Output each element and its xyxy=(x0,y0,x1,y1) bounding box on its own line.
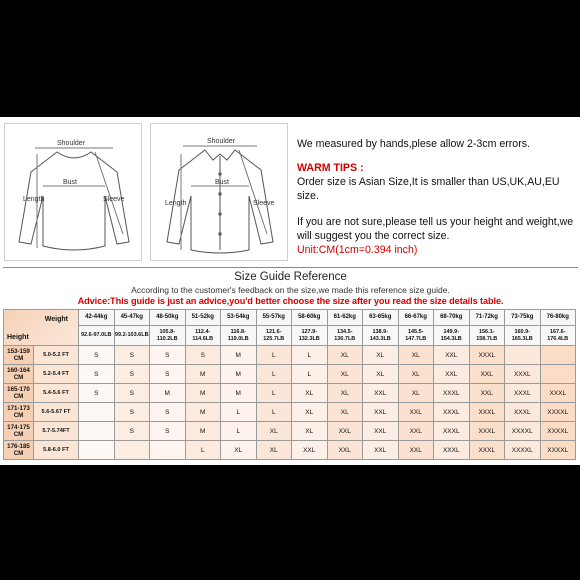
size-cell: XXL xyxy=(327,422,363,441)
weight-lb-cell: 134.5-136.7LB xyxy=(327,326,363,346)
size-cell: L xyxy=(185,441,221,460)
height-ft-cell: 5.2-5.4 FT xyxy=(34,365,79,384)
size-cell: M xyxy=(150,384,186,403)
height-cm-cell: 153-159 CM xyxy=(4,346,34,365)
size-cell: S xyxy=(114,403,150,422)
weight-kg-cell: 73-75kg xyxy=(505,310,541,326)
size-cell: S xyxy=(79,346,115,365)
size-cell: XXL xyxy=(327,441,363,460)
size-cell: XXXXL xyxy=(540,422,576,441)
warm-tips-heading: WARM TIPS : xyxy=(297,162,364,174)
size-notes xyxy=(297,137,577,257)
size-cell: S xyxy=(150,403,186,422)
weight-kg-cell: 58-60kg xyxy=(292,310,328,326)
size-cell: S xyxy=(185,346,221,365)
size-cell: XL xyxy=(363,365,399,384)
unit-note: Unit:CM(1cm=0.394 inch) xyxy=(297,244,418,256)
size-cell: M xyxy=(185,422,221,441)
guide-advice: Advice:This guide is just an advice,you'd better choose the size after you read the size details table. xyxy=(77,296,504,306)
size-cell: M xyxy=(221,365,257,384)
table-row xyxy=(4,441,576,460)
bust-label: Bust xyxy=(63,179,78,186)
size-cell: S xyxy=(114,346,150,365)
weight-lb-cell: 149.9-154.3LB xyxy=(434,326,470,346)
height-ft-cell: 5.8-6.0 FT xyxy=(34,441,79,460)
weight-lb-cell: 121.6-125.7LB xyxy=(256,326,292,346)
weight-kg-cell: 48-50kg xyxy=(150,310,186,326)
measure-note: We measured by hands,plese allow 2-3cm errors. xyxy=(297,138,530,150)
table-row xyxy=(4,422,576,441)
size-cell: XXL xyxy=(434,365,470,384)
weight-lb-cell: 99.2-103.6LB xyxy=(114,326,150,346)
size-cell: S xyxy=(79,365,115,384)
table-row xyxy=(4,403,576,422)
weight-lb-cell: 160.9-165.3LB xyxy=(505,326,541,346)
weight-kg-cell: 61-62kg xyxy=(327,310,363,326)
size-cell xyxy=(505,346,541,365)
size-cell: L xyxy=(292,346,328,365)
weight-kg-cell: 66-67kg xyxy=(398,310,434,326)
size-cell: XXL xyxy=(363,403,399,422)
asian-size-note: Order size is Asian Size,It is smaller than US,UK,AU,EU size. xyxy=(297,176,560,202)
size-cell: S xyxy=(150,346,186,365)
weight-kg-cell: 63-65kg xyxy=(363,310,399,326)
height-cm-cell: 160-164 CM xyxy=(4,365,34,384)
size-cell: XL xyxy=(292,403,328,422)
corner-weight-label: Weight xyxy=(44,316,68,323)
length-label: Length xyxy=(165,200,187,207)
size-cell: XXXL xyxy=(469,403,505,422)
size-cell: S xyxy=(114,422,150,441)
size-cell: XXL xyxy=(363,422,399,441)
size-cell: XXXXL xyxy=(540,403,576,422)
weight-kg-cell: 42-44kg xyxy=(79,310,115,326)
size-cell: M xyxy=(221,384,257,403)
size-cell: XL xyxy=(363,346,399,365)
size-cell xyxy=(79,422,115,441)
size-cell: XXL xyxy=(469,384,505,403)
size-cell: S xyxy=(150,365,186,384)
guide-subtitle: According to the customer's feedback on the size,we made this reference size guide. xyxy=(131,285,450,295)
size-cell: XL xyxy=(327,346,363,365)
weight-kg-row xyxy=(4,310,576,326)
height-cm-cell: 174-175 CM xyxy=(4,422,34,441)
guide-title: Size Guide Reference xyxy=(234,271,347,283)
size-cell: XL xyxy=(221,441,257,460)
size-cell: L xyxy=(221,422,257,441)
size-cell: XL xyxy=(327,365,363,384)
size-cell: S xyxy=(114,365,150,384)
size-cell: XXXL xyxy=(434,384,470,403)
size-cell: M xyxy=(185,365,221,384)
size-cell: L xyxy=(256,346,292,365)
height-ft-cell: 5.6-5.67 FT xyxy=(34,403,79,422)
size-chart-card xyxy=(0,117,580,465)
size-cell: XXL xyxy=(363,441,399,460)
shirt-diagram xyxy=(150,123,288,261)
size-table xyxy=(3,309,576,460)
not-sure-note: If you are not sure,please tell us your height and weight,we will suggest you the correct size. xyxy=(297,216,574,242)
weight-kg-cell: 45-47kg xyxy=(114,310,150,326)
top-section xyxy=(0,117,580,267)
size-cell: XL xyxy=(398,365,434,384)
size-cell: XL xyxy=(292,384,328,403)
size-cell: XXXL xyxy=(505,384,541,403)
size-cell: XXL xyxy=(398,441,434,460)
length-label: Length xyxy=(23,196,45,203)
size-cell: XL xyxy=(327,384,363,403)
weight-lb-cell: 156.1-158.7LB xyxy=(469,326,505,346)
size-guide-section xyxy=(3,267,578,465)
sleeve-label: Sleeve xyxy=(253,200,275,207)
size-cell: S xyxy=(114,384,150,403)
size-cell: XXXL xyxy=(540,384,576,403)
weight-kg-cell: 76-80kg xyxy=(540,310,576,326)
size-cell xyxy=(150,441,186,460)
size-cell: XXXXL xyxy=(505,422,541,441)
shoulder-label: Shoulder xyxy=(57,140,86,147)
weight-lb-cell: 105.8-110.2LB xyxy=(150,326,186,346)
weight-kg-cell: 71-72kg xyxy=(469,310,505,326)
size-cell: S xyxy=(150,422,186,441)
height-ft-cell: 5.7-5.74FT xyxy=(34,422,79,441)
size-cell: XXXXL xyxy=(540,441,576,460)
height-ft-cell: 5.0-5.2 FT xyxy=(34,346,79,365)
size-cell: XXL xyxy=(363,384,399,403)
size-cell: XL xyxy=(292,422,328,441)
size-cell: XXL xyxy=(398,403,434,422)
weight-lb-cell: 167.6-176.4LB xyxy=(540,326,576,346)
size-cell: M xyxy=(185,403,221,422)
height-ft-cell: 5.4-5.6 FT xyxy=(34,384,79,403)
weight-kg-cell: 68-70kg xyxy=(434,310,470,326)
size-cell: XL xyxy=(256,422,292,441)
size-cell: XXL xyxy=(292,441,328,460)
height-cm-cell: 176-185 CM xyxy=(4,441,34,460)
table-row xyxy=(4,384,576,403)
size-cell: S xyxy=(79,384,115,403)
size-cell: L xyxy=(292,365,328,384)
size-cell: XXL xyxy=(434,346,470,365)
weight-lb-cell: 138.9-143.3LB xyxy=(363,326,399,346)
table-row xyxy=(4,365,576,384)
tshirt-diagram xyxy=(4,123,142,261)
table-row xyxy=(4,346,576,365)
weight-lb-cell: 116.8-119.0LB xyxy=(221,326,257,346)
weight-height-corner xyxy=(4,310,79,346)
size-cell: XL xyxy=(398,384,434,403)
weight-kg-cell: 55-57kg xyxy=(256,310,292,326)
size-cell: XXXL xyxy=(469,422,505,441)
size-cell: XXXXL xyxy=(505,441,541,460)
size-cell: XL xyxy=(327,403,363,422)
weight-kg-cell: 51-52kg xyxy=(185,310,221,326)
size-cell: XL xyxy=(398,346,434,365)
size-cell: XXXL xyxy=(505,365,541,384)
size-cell: XXXL xyxy=(469,441,505,460)
size-cell: XXL xyxy=(398,422,434,441)
size-cell: M xyxy=(221,346,257,365)
size-cell: L xyxy=(256,365,292,384)
weight-lb-row xyxy=(4,326,576,346)
size-cell: XL xyxy=(256,441,292,460)
weight-lb-cell: 145.5-147.7LB xyxy=(398,326,434,346)
height-cm-cell: 171-173 CM xyxy=(4,403,34,422)
size-cell xyxy=(540,365,576,384)
corner-height-label: Height xyxy=(7,334,29,341)
bust-label: Bust xyxy=(215,179,230,186)
sleeve-label: Sleeve xyxy=(103,196,125,203)
size-cell: XXXL xyxy=(505,403,541,422)
size-cell: L xyxy=(256,384,292,403)
size-cell xyxy=(540,346,576,365)
size-cell: M xyxy=(185,384,221,403)
size-cell xyxy=(79,441,115,460)
weight-lb-cell: 112.4-114.6LB xyxy=(185,326,221,346)
shoulder-label: Shoulder xyxy=(207,138,236,145)
size-cell: L xyxy=(256,403,292,422)
weight-lb-cell: 92.6-97.0LB xyxy=(79,326,115,346)
size-cell: XXL xyxy=(469,365,505,384)
size-cell xyxy=(114,441,150,460)
size-cell: L xyxy=(221,403,257,422)
size-cell: XXXL xyxy=(434,403,470,422)
size-cell: XXXL xyxy=(469,346,505,365)
size-cell: XXXL xyxy=(434,422,470,441)
size-cell: XXXL xyxy=(434,441,470,460)
weight-kg-cell: 53-54kg xyxy=(221,310,257,326)
size-cell xyxy=(79,403,115,422)
height-cm-cell: 165-170 CM xyxy=(4,384,34,403)
weight-lb-cell: 127.9-132.3LB xyxy=(292,326,328,346)
